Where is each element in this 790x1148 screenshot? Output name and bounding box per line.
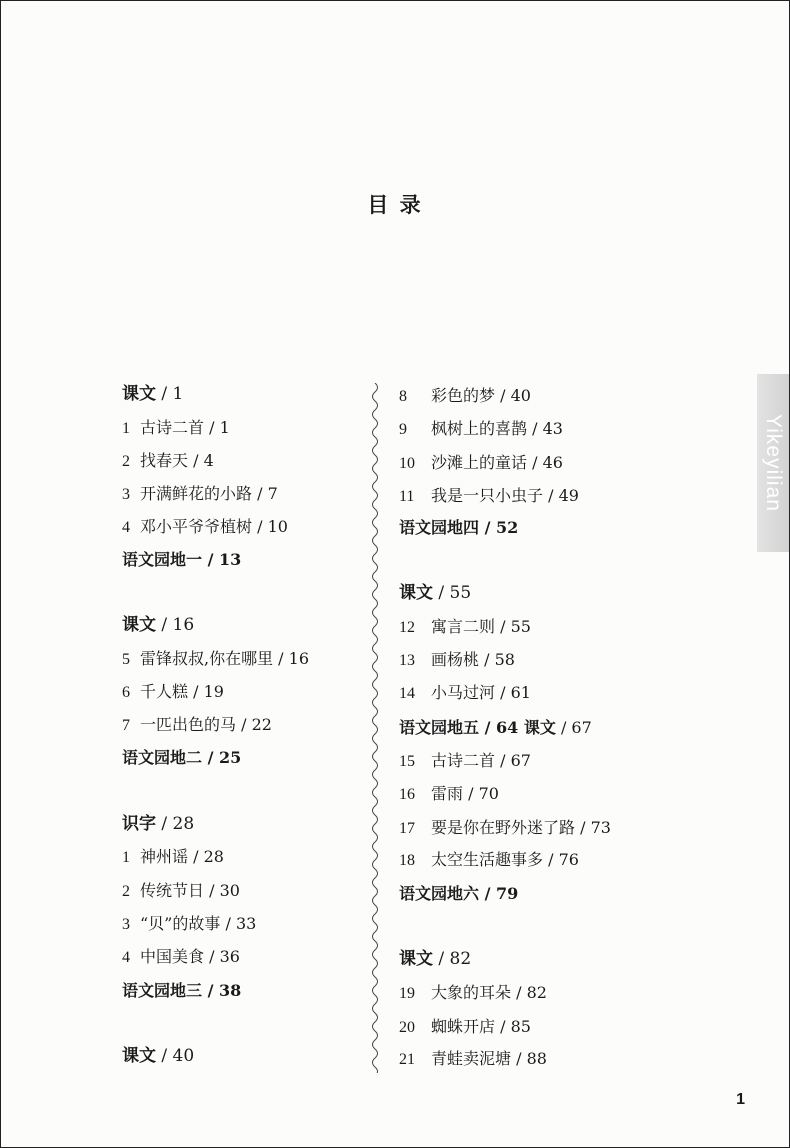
garden-page: 64	[496, 718, 519, 737]
entry-page: 4	[203, 451, 214, 470]
entry-title: “贝”的故事	[140, 914, 221, 933]
entry-title: 古诗二首	[431, 751, 496, 770]
entry-title: 中国美食	[140, 947, 205, 966]
garden-page: 52	[496, 518, 519, 537]
entry-number: 4	[122, 949, 130, 966]
entry-page: 73	[590, 818, 611, 837]
entry-title: 彩色的梦	[431, 386, 496, 405]
side-tab-text: Yikeyilian	[762, 414, 785, 512]
entry-number: 9	[399, 421, 407, 438]
entry-number: 13	[399, 652, 415, 669]
entry-page: 7	[267, 484, 278, 503]
toc-entry: 4 邓小平爷爷植树 / 10	[122, 517, 288, 536]
entry-number: 15	[399, 753, 415, 770]
entry-title: 小马过河	[431, 683, 496, 702]
entry-page: 67	[510, 751, 531, 770]
chinese-garden-entry: 语文园地四 / 52	[399, 518, 519, 537]
entry-number: 4	[122, 519, 130, 536]
toc-entry: 12 寓言二则 / 55	[399, 617, 531, 636]
chinese-garden-entry: 语文园地一 / 13	[122, 550, 242, 569]
toc-entry: 11 我是一只小虫子 / 49	[399, 486, 579, 505]
entry-page: 1	[219, 418, 230, 437]
toc-entry: 21 青蛙卖泥塘 / 88	[399, 1049, 547, 1068]
entry-number: 17	[399, 820, 415, 837]
toc-entry: 18 太空生活趣事多 / 76	[399, 850, 579, 869]
entry-page: 88	[526, 1049, 547, 1068]
entry-number: 6	[122, 684, 130, 701]
entry-page: 30	[219, 881, 240, 900]
section-label: 课文	[399, 583, 433, 603]
entry-page: 55	[510, 617, 531, 636]
entry-number: 12	[399, 619, 415, 636]
garden-label: 语文园地六	[399, 884, 480, 903]
toc-entry: 19 大象的耳朵 / 82	[399, 983, 547, 1002]
garden-page: 38	[219, 981, 242, 1000]
toc-entry: 2 传统节日 / 30	[122, 881, 240, 900]
section-label: 课文	[399, 949, 433, 969]
toc-entry: 15 古诗二首 / 67	[399, 751, 531, 770]
entry-title: 雷锋叔叔,你在哪里	[140, 649, 274, 668]
page-number: 1	[736, 1091, 745, 1108]
entry-number: 7	[122, 717, 130, 734]
entry-number: 20	[399, 1019, 415, 1036]
entry-title: 画杨桃	[431, 650, 480, 669]
section-heading: 课文 / 40	[122, 1046, 195, 1066]
wavy-divider	[365, 383, 385, 1073]
chinese-garden-entry: 语文园地六 / 79	[399, 884, 519, 903]
toc-entry: 9 枫树上的喜鹊 / 43	[399, 419, 563, 438]
entry-title: 雷雨	[431, 784, 464, 803]
entry-page: 28	[203, 847, 224, 866]
garden-label: 语文园地四	[399, 518, 480, 537]
entry-number: 10	[399, 455, 415, 472]
garden-part: 语文园地五 / 64 课文	[399, 718, 556, 737]
section-page: 28	[172, 814, 195, 834]
toc-entry: 1 古诗二首 / 1	[122, 418, 230, 437]
entry-number: 16	[399, 786, 415, 803]
entry-page: 61	[510, 683, 531, 702]
section-page: 40	[172, 1046, 195, 1066]
entry-title: 沙滩上的童话	[431, 453, 528, 472]
entry-title: 大象的耳朵	[431, 983, 512, 1002]
entry-number: 19	[399, 985, 415, 1002]
entry-page: 19	[203, 682, 224, 701]
section-heading: 课文 / 82	[399, 949, 472, 969]
entry-page: 16	[288, 649, 310, 668]
entry-number: 2	[122, 453, 130, 470]
section-heading: 课文 / 1	[122, 384, 184, 404]
section-heading: 课文 / 16	[122, 615, 195, 635]
section-label: 课文	[523, 718, 556, 737]
entry-number: 8	[399, 388, 407, 405]
entry-page: 58	[494, 650, 515, 669]
entry-number: 3	[122, 486, 130, 503]
entry-number: 2	[122, 883, 130, 900]
garden-page: 25	[219, 748, 242, 767]
toc-entry: 16 雷雨 / 70	[399, 784, 499, 803]
toc-entry: 13 画杨桃 / 58	[399, 650, 515, 669]
chinese-garden-entry: 语文园地二 / 25	[122, 748, 242, 767]
toc-entry: 2 找春天 / 4	[122, 451, 214, 470]
garden-page: 79	[496, 884, 519, 903]
garden-label: 语文园地三	[122, 981, 203, 1000]
section-label: 课文	[122, 1046, 156, 1066]
section-label: 课文	[122, 384, 156, 404]
entry-title: 传统节日	[140, 881, 205, 900]
entry-page: 49	[558, 486, 579, 505]
entry-page: 76	[558, 850, 579, 869]
entry-title: 开满鲜花的小路	[140, 484, 253, 503]
toc-entry: 3 “贝”的故事 / 33	[122, 914, 257, 933]
toc-entry: 17 要是你在野外迷了路 / 73	[399, 818, 611, 837]
toc-entry: 4 中国美食 / 36	[122, 947, 240, 966]
section-page: 16	[172, 615, 195, 635]
section-page: 67	[571, 718, 592, 737]
entry-number: 14	[399, 685, 415, 702]
entry-page: 85	[510, 1017, 531, 1036]
section-heading: 识字 / 28	[122, 814, 195, 834]
entry-title: 蜘蛛开店	[431, 1017, 496, 1036]
section-page: 1	[172, 384, 184, 404]
entry-title: 青蛙卖泥塘	[431, 1049, 512, 1068]
entry-title: 寓言二则	[431, 617, 496, 636]
toc-entry: 8 彩色的梦 / 40	[399, 386, 531, 405]
garden-page: 13	[219, 550, 242, 569]
entry-title: 神州谣	[140, 847, 189, 866]
toc-entry: 1 神州谣 / 28	[122, 847, 224, 866]
entry-page: 46	[542, 453, 563, 472]
entry-title: 要是你在野外迷了路	[431, 818, 576, 837]
entry-page: 36	[219, 947, 240, 966]
toc-entry: 10 沙滩上的童话 / 46	[399, 453, 563, 472]
toc-entry: 5 雷锋叔叔,你在哪里 / 16	[122, 649, 310, 668]
section-page: 55	[449, 583, 472, 603]
section-page: 82	[449, 949, 472, 969]
entry-title: 一匹出色的马	[140, 715, 237, 734]
toc-entry: 3 开满鲜花的小路 / 7	[122, 484, 278, 503]
entry-page: 82	[526, 983, 547, 1002]
entry-number: 1	[122, 849, 130, 866]
toc-entry: 7 一匹出色的马 / 22	[122, 715, 272, 734]
entry-page: 40	[510, 386, 531, 405]
side-tab	[757, 374, 789, 552]
entry-page: 22	[251, 715, 272, 734]
entry-number: 11	[399, 488, 415, 505]
page-title: 目 录	[367, 192, 423, 217]
section-label: 课文	[122, 615, 156, 635]
garden-label: 语文园地五	[399, 718, 480, 737]
chinese-garden-entry: 语文园地三 / 38	[122, 981, 242, 1000]
entry-page: 10	[267, 517, 288, 536]
entry-number: 21	[399, 1051, 415, 1068]
garden-label: 语文园地一	[122, 550, 203, 569]
entry-title: 千人糕	[140, 682, 189, 701]
entry-title: 我是一只小虫子	[431, 486, 544, 505]
entry-number: 5	[122, 651, 130, 668]
entry-page: 70	[478, 784, 499, 803]
entry-title: 邓小平爷爷植树	[140, 517, 253, 536]
entry-number: 3	[122, 916, 130, 933]
entry-number: 18	[399, 852, 415, 869]
toc-entry: 6 千人糕 / 19	[122, 682, 224, 701]
garden-label: 语文园地二	[122, 748, 203, 767]
toc-entry: 20 蜘蛛开店 / 85	[399, 1017, 531, 1036]
garden-and-section-entry: 语文园地五 / 64 课文 / 67	[399, 718, 592, 737]
entry-number: 1	[122, 420, 130, 437]
section-label: 识字	[122, 814, 156, 834]
entry-title: 找春天	[140, 451, 189, 470]
entry-title: 太空生活趣事多	[431, 850, 544, 869]
entry-title: 枫树上的喜鹊	[431, 419, 528, 438]
entry-page: 43	[542, 419, 563, 438]
toc-entry: 14 小马过河 / 61	[399, 683, 531, 702]
entry-title: 古诗二首	[140, 418, 205, 437]
entry-page: 33	[235, 914, 257, 933]
section-heading: 课文 / 55	[399, 583, 472, 603]
